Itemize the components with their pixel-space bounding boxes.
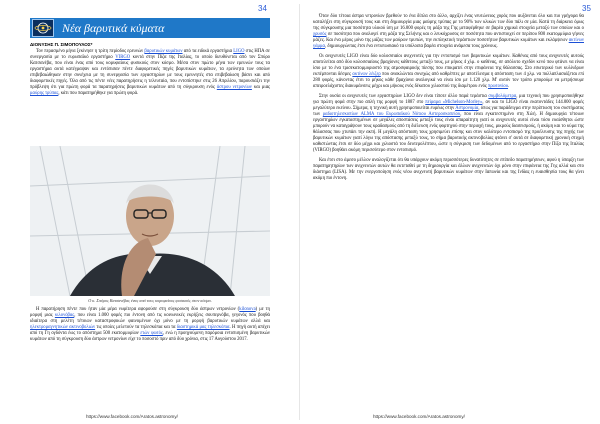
inline-link[interactable]: συμβολόμετρα [488,93,517,99]
inline-link[interactable]: ετών φωτός [140,331,163,337]
inline-link[interactable]: ακτίνων λέιζερ [352,71,381,77]
text-run: Τον περασμένο μήνα ξεκίνησε η τρίτη περίοδος ερευνών [36,49,145,54]
inline-link[interactable]: χρυσός [313,32,327,38]
page-number-left: 34 [258,4,267,13]
right-body-text [313,14,584,185]
aratos-logo-icon [32,19,54,37]
text-run: ) με τη μορφή μιας [30,307,270,319]
text-run: στις ΗΠΑ σε συνεργασία με το ευρωπαϊκό εργαστήριο [30,49,270,61]
text-run: Και έτσι στο άμεσο μέλλον αναλογίζεται ότι θα υπάρχουν ακόμη περισσότερες δυνατότητες σε επίπεδο παρατηρήσεων, αφού η ύπαρξη των παρατηρητηρίων των ανιχνευτών αυτών θα εκτεταθεί με τη δημιουργία και άλλων ανιχνευτών όχι μόνο στην επιφάνεια της Γης αλλά και στο διάστημα (LISA). Με την ενεργοποίηση ενός νέου ανιχνευτή βαρυτικών κυμάτων στην Ιαπωνία και της Ινδίας η ευαισθησία τους θα γίνει ακόμη πιο έντονη. [313,157,584,181]
text-run: . Η πηγή αυτή απέχει από τη Γη ογδόντα έως το απόστημα 500 εκατομμυρίων [30,325,270,337]
author-name: ΔΙΟΝΥΣΗΣ Π. ΣΙΜΟΠΟΥΛΟΣ* [30,42,93,47]
text-run: , μια τεχνική που χρησιμοποιήθηκε για πρώτη φορά στην πιο απλή της μορφή το 1887 στο [313,93,584,105]
inline-link[interactable]: άστρου νετρονίων [216,85,252,91]
left-body-text [30,307,270,347]
paragraph [30,49,270,97]
photo-caption: Ο κ. Σπύρος Κατσανέβας ένας από τους κορυφαίους φυσικούς στον κόσμο. [88,298,212,303]
text-run: . [508,84,510,90]
inline-link[interactable]: πρωτονίου [487,84,509,90]
intro-text [30,49,270,101]
text-run: Οι ανιχνευτές LIGO είναι δύο κολοσσιαίοι ανιχνευτές για την εντοπισμό των βαρυτικών κυμάτων. Καθένας από τους ανιχνευτές αυτούς αποτελείται από δύο κολοσσιαίους βραχίονες κάθετους μεταξύ τους, με μήκος 4 χλμ. ο καθένας, σε απόλυτο σχεδόν κενό που φτάνει να είναι ίσιο με το ένα τρισεκατομμυριοστό της ατμοσφαιρικής πίεσης που επικρατεί στην επιφάνεια της θάλασσας. Στο εσωτερικό των κυλίνδρων εκπέμπονται δέσμες [313,53,584,77]
inline-link[interactable]: LIGO [233,49,245,54]
inline-link[interactable]: μαύρης τρύπας [30,91,59,97]
text-run: , που είναι εγκατεστημένο στη Χιλή. Η δημιουργία τέτοιων εργαστηρίων εγκαταστημένων σε μεγάλες αποστάσεις μεταξύ τους είναι απαραίτητη γιατί οι ανιχνευτές αυτοί είναι τόσο ευαίσθητοι ώστε μπορούν να καταγράψουν τους κραδασμούς από τη διέλευση ενός φορτηγού στην περιοχή τους, μικρούς διασεισμούς, ή ακόμη και το κύμα της θάλασσας που χτυπάει την ακτή. Η μεγάλη απόσταση τους χρησιμεύει επίσης και στον καλύτερο εντοπισμό της προέλευσης της πηγής των βαρυτικών κυμάτων γιατί λόγω της απόστασης μεταξύ τους, το σήμα βαρυτικής ακτινοβολίας φτάνει σ' αυτά σε διαφορετική χρονική στιγμή καθιστώντας έτσι σε δύο μέχρι και χιλιοστά του δευτερολέπτου, ώστε η σύγκριση των δεδομένων από το εργαστήριο στην Πίζα της Ιταλίας (VIRGO) βοηθάει ακόμη περισσότερο στον εντοπισμό. [313,111,584,153]
text-run: Η παρατήρηση πέντε που ήταν μία μέρα νωρίτερα αφορούσε στη σύγκρουση δύο άστρων νετρονίων ( [36,307,240,312]
paragraph [313,158,584,182]
paragraph [313,54,584,90]
text-run: , δημιουργώντας έτσι ένα εντυπωσιακό τα υπόλοιπα βαρέα στοιχεία ανάμεσα τους χρόνους. [325,44,498,50]
inline-link[interactable]: Αστρονομία [455,105,479,111]
paragraph [313,14,584,50]
text-run: Στην ουσία οι ανιχνευτές των εργαστηρίων LIGO δεν είναι τίποτε άλλο παρά τεράστια [319,93,489,99]
paragraph [30,307,270,343]
text-run: , ενώ η προηγούμενη παρόμοια εντοπισμένη βαρυτικών κυμάτων από τη σύγκρουση δύο άστρων νετρονίων είχε το ποσοστό πριν από δύο χρόνια, στις 17 Αυγούστου 2017. [30,331,270,343]
article-banner [30,18,270,38]
inline-link[interactable]: βαρυτικών κυμάτων [144,49,183,54]
page-number-right: 35 [582,4,591,13]
text-run: σε ποσότητα που αναλογεί στη μάζα της Σελήνης και ο λευκόχρυσος σε ποσότητα που αντιστοιχεί σε περίπου 800 εκατομμύρια γήινες μάζες. Και ένα μέρος μόνο της μάζας των μαύρων τρυπών, την εκπληκτική τεράστιων ποσοτήτων βαρυτικών κυμάτων και εκλάμψεων [313,32,584,44]
text-run: κοντά στην Πίζα της Ιταλίας, το οποίο διευθύνεται από τον Σπύρο Κατσανέβα, που είναι ένας από τους κορυφαίους φυσικούς στον κόσμο. Μέσα στον πρώτο μήνα των ερευνών τους τα εργαστήρια αυτά κατέγραψαν και εντόπισαν πέντε διαφορετικές πηγές βαρυτικών κυμάτων, τα ερεύνητα των οποίων επιβεβαιώθηκαν στην συνέχεια με τη συνεργασία των εργαστηρίων με τους ερευνητές στα επιβεβαίωση βάσει και από διαφορετικές πηγές. Όλα από τις πέντε νέες παρατηρήσεις η τελευταία, που εντοπίστηκε στις 26 Απριλίου, παρουσιάζει την πρόβλεψη ότι για πρώτη φορά τα παρατηρήσεις βαρυτικών κυμάτων από τη σύγκρουση ενός [30,55,271,91]
footer-link-left[interactable]: https://www.facebook.com/Aratos.astronomy/ [86,414,178,419]
text-run: Όταν δύο τέτοια άστρα νετρονίων βρεθούν το ένα δίπλα στο άλλο, αρχίζει ένας νευτώνειος χορός που αυξάνεται όλο και πιο γρήγορα θα καταλήξει στη σύγκρουσή τους και στη δημιουργία μιας μαύρης τρύπας με το 90% των υλικών των δύο πάλι σε μία. Κατά τη διάρκεια όμως της σύγκρουσης μια ποσότητα υλικού ίση με 16.000 φορές τη μάζα της Γης μεταφέρθηκε σε βαρέα χημικά στοιχεία μεταξύ των οποίων και ο [313,14,584,32]
author-photo [30,146,270,296]
paragraph [313,94,584,154]
text-run: τις οποίες μελετούν τα τηλεσκόπια και τα [95,325,177,331]
inline-link[interactable]: ραδιοτηλεσκοπίων ALMA του Ευρωπαϊκού Νότιου Αστεροσκοπείου [322,111,461,117]
inline-link[interactable]: διαστημικά μας τηλεσκόπια [176,325,230,331]
inline-link[interactable]: kilonova [239,307,256,312]
text-run: και μιας [251,85,271,91]
article-title: Νέα βαρυτικά κύματα [62,20,165,35]
right-page [300,0,600,424]
text-run: , όπως για παράδειγμα στην περίπτωση του συστήματος των [313,105,585,117]
text-run: που ανακλώνται συνεχώς από καθρέπτες με αποτέλεσμα η απόσταση των 4 χλμ. να πολλαπλασιάζεται επί 280 φορές, κάνοντας έτσι το μήκος κάθε βραχίονα αναλογικά να είναι ίσο με 1.120 χλμ. Μ' αυτόν τον τρόπο μπορούμε να μετρήσουμε απειροελάχιστες διακυμάνσεις μέχρι και μήκους ενός δέκατου χιλιοστού της διαμέτρου ενός [313,71,584,90]
text-run: , που είναι 1.000 φορές πιο έντονη από τις κοινωνικές εκρήξεις σουπερνόβα, γεγονός που βοηθά ιδιαίτερα στη μελέτη τέτοιων καταστροφικών φαινομένων όχι μόνο με τη μορφή βαρυτικών κυμάτων αλλά και [30,313,270,325]
inline-link[interactable]: κιλονόβας [54,313,75,319]
text-run: , κάτι που παρατηρήθηκε για πρώτη φορά. [58,91,139,97]
inline-link[interactable]: πείραμα «Michelson-Morley» [425,99,483,105]
text-run: , αν και το LIGO είναι εκατοντάδες 144.000 φορές μεγαλύτερο εκείνου. Σήμερα, η τεχνική αυτή χρησιμοποιείται ευρέως στην [313,99,585,111]
footer-link-right[interactable]: https://www.facebook.com/Aratos.astronomy/ [373,414,465,419]
inline-link[interactable]: ηλεκτρομαγνητικών ακτινοβολιών [30,325,96,331]
text-run: από τα ειδικά εργαστήρια [182,49,234,54]
inline-link[interactable]: VIRGO [115,55,131,61]
inline-link[interactable]: ακτίνων γάμμα [313,38,584,50]
